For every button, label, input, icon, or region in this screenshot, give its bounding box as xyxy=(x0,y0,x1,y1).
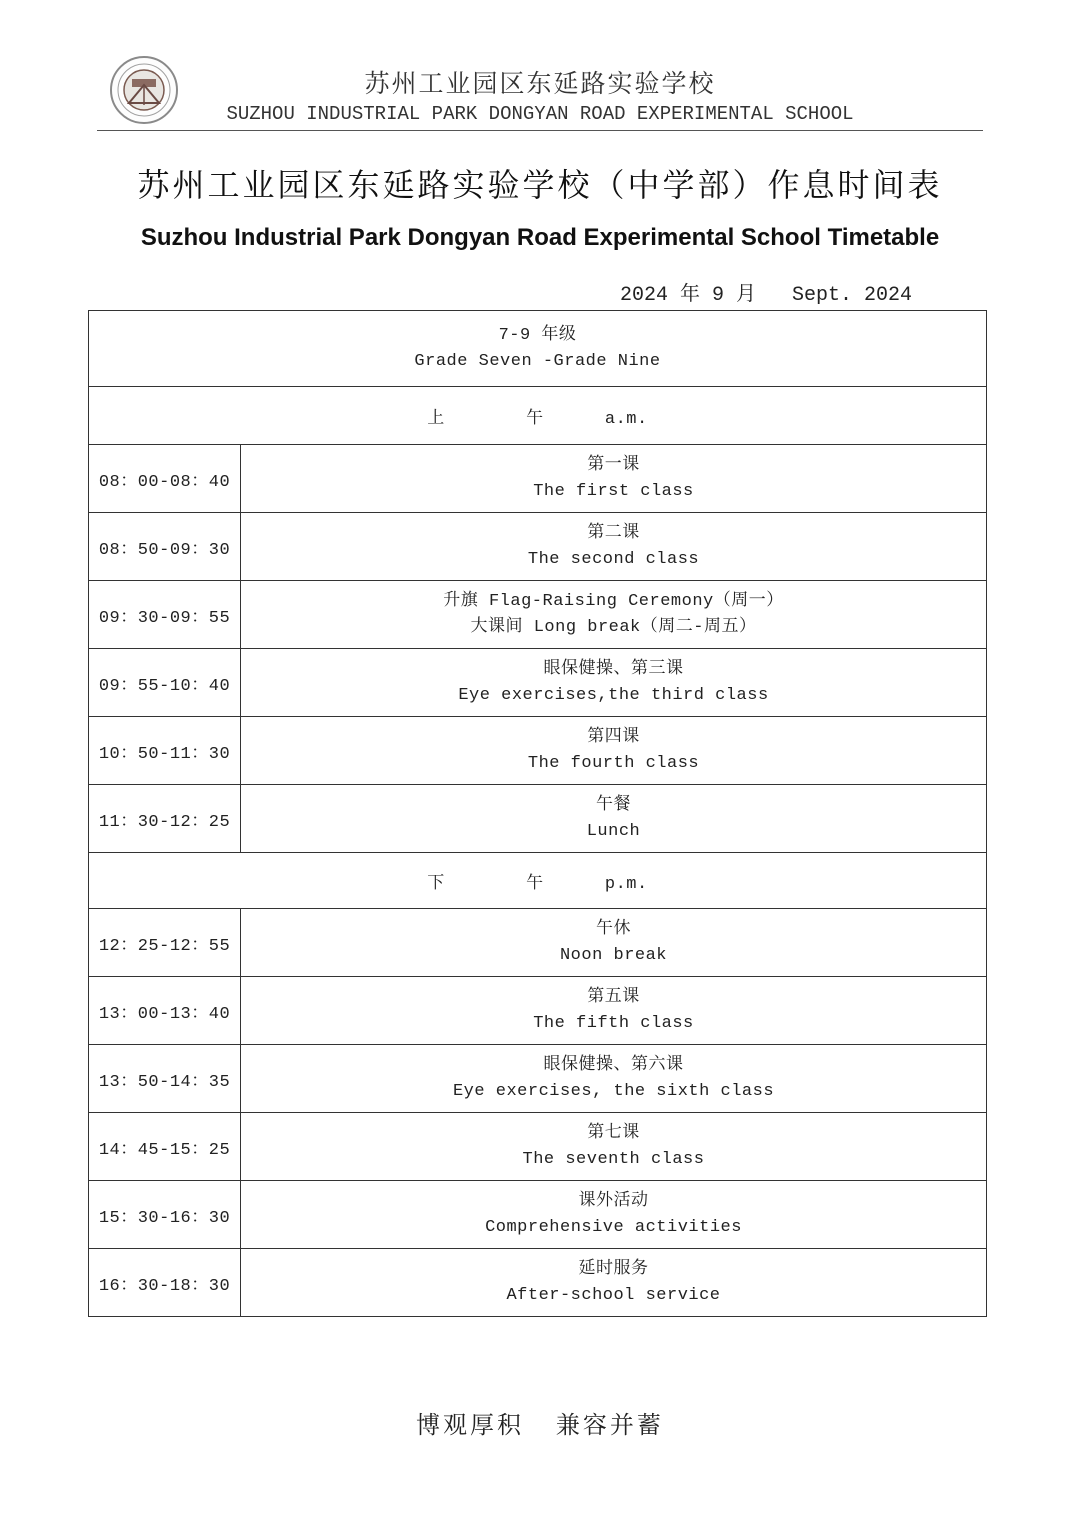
grade-row xyxy=(89,311,987,387)
activity-label-cn: 第七课 xyxy=(587,1123,640,1143)
morning-section-row xyxy=(89,387,987,445)
schedule-row xyxy=(89,581,987,649)
schedule-row xyxy=(89,1181,987,1249)
activity-cell xyxy=(241,649,987,717)
activity-label-cn: 课外活动 xyxy=(578,1191,649,1211)
time-cell: 13：00-13：40 xyxy=(89,977,241,1045)
time-cell: 15：30-16：30 xyxy=(89,1181,241,1249)
activity-cell xyxy=(241,1181,987,1249)
time-cell: 11：30-12：25 xyxy=(89,785,241,853)
activity-label-en: Noon break xyxy=(559,945,668,965)
page-title-en: Suzhou Industrial Park Dongyan Road Experimental School Timetable xyxy=(140,224,940,251)
timetable-date: 2024 年 9 月 Sept. 2024 xyxy=(620,284,913,307)
activity-label-en: The fourth class xyxy=(527,753,700,773)
activity-cell xyxy=(241,445,987,513)
schedule-row xyxy=(89,1045,987,1113)
afternoon-section-cell xyxy=(89,853,987,909)
activity-label-cn: 延时服务 xyxy=(578,1259,649,1279)
time-cell: 16：30-18：30 xyxy=(89,1249,241,1317)
grade-cell xyxy=(89,311,987,387)
page-title-cn: 苏州工业园区东延路实验学校（中学部）作息时间表 xyxy=(137,166,943,204)
activity-label-en: The fifth class xyxy=(533,1013,694,1033)
grade-label-en: Grade Seven -Grade Nine xyxy=(414,351,661,371)
activity-cell xyxy=(241,513,987,581)
time-cell: 08：00-08：40 xyxy=(89,445,241,513)
afternoon-label-cn-1: 下 xyxy=(427,872,448,893)
school-name-en: SUZHOU INDUSTRIAL PARK DONGYAN ROAD EXPERIMENTAL SCHOOL xyxy=(226,103,854,125)
time-cell: 08：50-09：30 xyxy=(89,513,241,581)
morning-label-en: a.m. xyxy=(604,409,648,429)
activity-label-cn: 午餐 xyxy=(596,795,631,815)
school-name-cn: 苏州工业园区东延路实验学校 xyxy=(364,69,716,98)
activity-cell xyxy=(241,581,987,649)
activity-label-en: The second class xyxy=(527,549,700,569)
time-cell: 10：50-11：30 xyxy=(89,717,241,785)
activity-label-cn: 第五课 xyxy=(587,987,640,1007)
activity-label-cn: 眼保健操、第三课 xyxy=(543,659,684,679)
afternoon-section-row xyxy=(89,853,987,909)
activity-label-en: The first class xyxy=(533,481,694,501)
morning-section-cell xyxy=(89,387,987,445)
time-cell: 09：55-10：40 xyxy=(89,649,241,717)
morning-label-cn-2: 午 xyxy=(526,407,547,428)
school-motto: 博观厚积 兼容并蓄 xyxy=(416,1411,664,1439)
activity-label-cn: 第四课 xyxy=(587,727,640,747)
activity-label-en: After-school service xyxy=(506,1285,721,1305)
activity-cell xyxy=(241,1249,987,1317)
time-cell: 09：30-09：55 xyxy=(89,581,241,649)
activity-cell xyxy=(241,909,987,977)
activity-label-en: Eye exercises, the sixth class xyxy=(452,1081,775,1101)
time-cell: 14：45-15：25 xyxy=(89,1113,241,1181)
timetable xyxy=(88,310,987,1317)
activity-label-en: The seventh class xyxy=(522,1149,705,1169)
time-cell: 12：25-12：55 xyxy=(89,909,241,977)
schedule-row xyxy=(89,445,987,513)
schedule-row xyxy=(89,717,987,785)
header-divider xyxy=(97,130,983,131)
activity-label-en: Eye exercises,the third class xyxy=(458,685,769,705)
activity-label-cn: 第二课 xyxy=(587,523,640,543)
activity-label-cn: 午休 xyxy=(596,919,631,939)
activity-cell xyxy=(241,977,987,1045)
activity-label-en: Lunch xyxy=(586,821,641,841)
activity-label-en: 大课间 Long break（周二-周五） xyxy=(470,617,757,637)
activity-label-cn: 眼保健操、第六课 xyxy=(543,1055,684,1075)
time-cell: 13：50-14：35 xyxy=(89,1045,241,1113)
schedule-row xyxy=(89,785,987,853)
school-seal-icon xyxy=(107,55,181,125)
morning-label-cn-1: 上 xyxy=(427,407,448,428)
afternoon-label-en: p.m. xyxy=(604,874,648,894)
schedule-row xyxy=(89,1249,987,1317)
activity-cell xyxy=(241,717,987,785)
activity-cell xyxy=(241,1113,987,1181)
schedule-row xyxy=(89,977,987,1045)
activity-cell xyxy=(241,1045,987,1113)
grade-label-cn: 7-9 年级 xyxy=(498,325,577,345)
activity-label-cn: 升旗 Flag-Raising Ceremony（周一） xyxy=(443,591,784,611)
activity-label-cn: 第一课 xyxy=(587,455,640,475)
schedule-row xyxy=(89,909,987,977)
afternoon-label-cn-2: 午 xyxy=(526,872,547,893)
schedule-row xyxy=(89,513,987,581)
schedule-row xyxy=(89,649,987,717)
schedule-row xyxy=(89,1113,987,1181)
activity-label-en: Comprehensive activities xyxy=(485,1217,742,1237)
activity-cell xyxy=(241,785,987,853)
